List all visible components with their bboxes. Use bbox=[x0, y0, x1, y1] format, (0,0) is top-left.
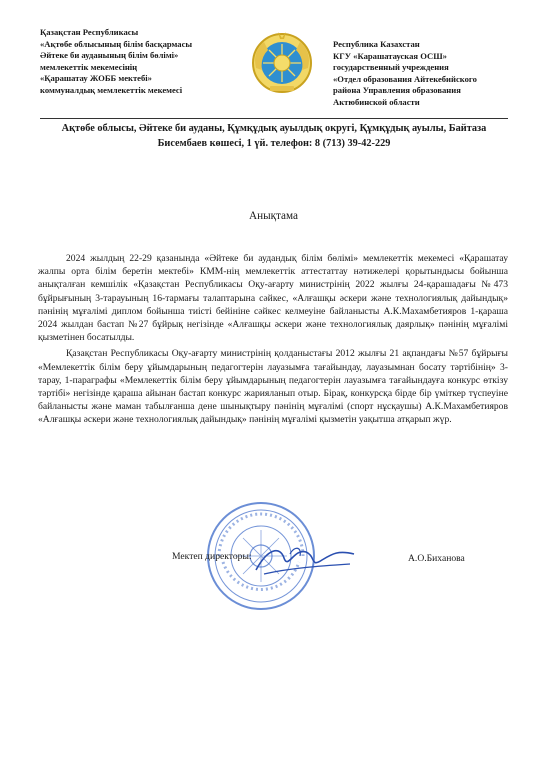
header-left-line: «Ақтөбе облысының білім басқармасы bbox=[40, 38, 193, 49]
header-left-line: мемлекеттік мекемесінің bbox=[40, 61, 138, 72]
address-block bbox=[44, 121, 504, 151]
header-left-line: Қазақстан Республикасы bbox=[40, 27, 139, 37]
header-right-line: района Управления образования bbox=[333, 85, 461, 96]
header-left-line: Әйтеке би ауданының білім бөлімі» bbox=[40, 50, 179, 61]
state-emblem-icon bbox=[250, 30, 314, 94]
body-paragraph: 2024 жылдың 22-29 қазанында «Әйтеке би аудандық білім бөлімі» мемлекеттік мекемесі «Қарашатау жалпы орта білім беретін мектебі» КММ-нің мемлекеттік аттестаттау нәтижелері қорытындысы бойынша анықталған кемшілік «Қазақстан Республикасы Оқу-ағарту министрінің 2022 жылғы 24-қарашадағы №473 бұйрығының 3-тарауының 16-тармағы талаптарына сәйкес, «Алғашқы әскери және технологиялық дайындық» пәнінің мұғалімі диплом бойынша тиісті бейініне сәйкес келмеуіне байланысты А.К.Махамбетияров 1-қараша 2024 жылдан бастап №27 бұйрық негізінде «Алғашқы әскери және технологиялық даярлық» пәнінің мұғалімі қызметінен босатылды. bbox=[38, 253, 508, 344]
address-line: Бисембаев көшесі, 1 үй. телефон: 8 (713) 39-42-229 bbox=[157, 138, 391, 149]
header-right-line: государственный учреждения bbox=[333, 62, 449, 73]
header-right-block bbox=[333, 39, 538, 109]
director-role: Мектеп директоры: bbox=[172, 551, 252, 562]
header-right-line: Республика Казахстан bbox=[333, 39, 420, 49]
header-left-line: «Қарашатау ЖОББ мектебі» bbox=[40, 73, 152, 84]
document-body bbox=[38, 252, 508, 430]
body-paragraph: Қазақстан Республикасы Оқу-ағарту министрінің қолданыстағы 2012 жылғы 21 ақпандағы №57 бұйрығы «Мемлекеттік білім беру ұйымдарының педагогтерін лауазымға тағайындау, лауазымнан босату тәртібінің» 3-тарау, 1-параграфы «Мемлекеттік білім беру ұйымдарының педагогтерін лауазымға тағайындауға конкурс өткізу тәртібі» негізінде қараша айынан бастап конкурс жарияланып отыр. Бірақ, конкурсқа бірде бір үміткер түспеуіне байланысты және маман табылғанша дене шынықтыру пәнінің мұғалімі (спорт нұсқаушы) А.К.Махамбетияров «Алғашқы әскери және технологиялық дайындық» пәнінің мұғалімі қызметін уақытша атқарып жүр. bbox=[38, 348, 508, 426]
header-left-line: коммуналдық мемлекеттік мекемесі bbox=[40, 84, 183, 95]
header-divider bbox=[40, 118, 508, 119]
director-name: А.О.Биханова bbox=[408, 553, 465, 564]
document-title: Анықтама bbox=[249, 210, 298, 222]
header-right-line: КГУ «Карашатауская ОСШ» bbox=[333, 50, 447, 61]
header-right-line: «Отдел образования Айтекебийского bbox=[333, 73, 477, 84]
director-signature-icon bbox=[250, 540, 360, 580]
header-left-block bbox=[40, 27, 255, 97]
address-line: Ақтөбе облысы, Әйтеке би ауданы, Құмқұдық ауылдық округі, Құмқұдық ауылы, Байтаза bbox=[61, 123, 487, 134]
header-right-line: Актюбинской области bbox=[333, 96, 420, 107]
